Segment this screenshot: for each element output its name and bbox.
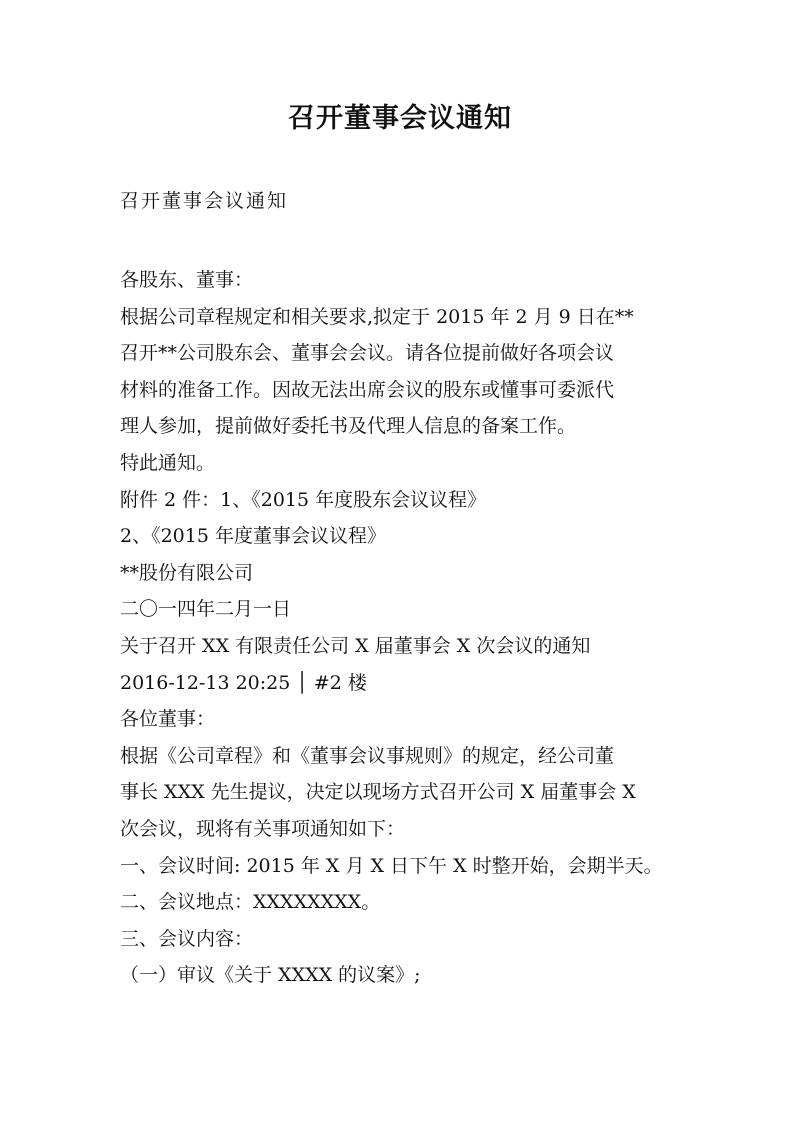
body-line: 材料的准备工作。因故无法出席会议的股东或懂事可委派代 — [120, 378, 615, 401]
body-line: 召开**公司股东会、董事会会议。请各位提前做好各项会议 — [120, 342, 615, 365]
body-line: 三、会议内容： — [120, 927, 254, 950]
body-line: 二、会议地点：XXXXXXXX。 — [120, 891, 381, 914]
body-line: 2、《2015 年度董事会议议程》 — [120, 525, 386, 548]
body-line: 次会议，现将有关事项通知如下： — [120, 817, 406, 840]
body-line: **股份有限公司 — [120, 561, 254, 584]
body-line: 各股东、董事： — [120, 269, 254, 291]
body-line: 附件 2 件：1、《2015 年度股东会议议程》 — [120, 488, 487, 511]
body-line: 理人参加，提前做好委托书及代理人信息的备案工作。 — [120, 415, 577, 438]
body-line: 各位董事： — [120, 708, 216, 731]
body-line: 事长 XXX 先生提议，决定以现场方式召开公司 X 届董事会 X — [120, 781, 636, 804]
document-body — [120, 262, 685, 994]
document-title: 召开董事会议通知 — [288, 103, 512, 134]
body-line: 一、会议时间: 2015 年 X 月 X 日下午 X 时整开始，会期半天。 — [120, 854, 663, 877]
document-subtitle: 召开董事会议通知 — [120, 190, 289, 212]
post-meta-line: 2016-12-13 20:25 │ #2 楼 — [120, 671, 367, 694]
body-line: 二〇一四年二月一日 — [120, 598, 292, 621]
body-line: （一）审议《关于 XXXX 的议案》; — [120, 964, 421, 987]
body-line: 特此通知。 — [120, 451, 216, 474]
body-line: 根据《公司章程》和《董事会议事规则》的规定，经公司董 — [120, 744, 615, 767]
body-line: 关于召开 XX 有限责任公司 X 届董事会 X 次会议的通知 — [120, 634, 591, 657]
body-line: 根据公司章程规定和相关要求,拟定于 2015 年 2 月 9 日在** — [120, 305, 634, 328]
